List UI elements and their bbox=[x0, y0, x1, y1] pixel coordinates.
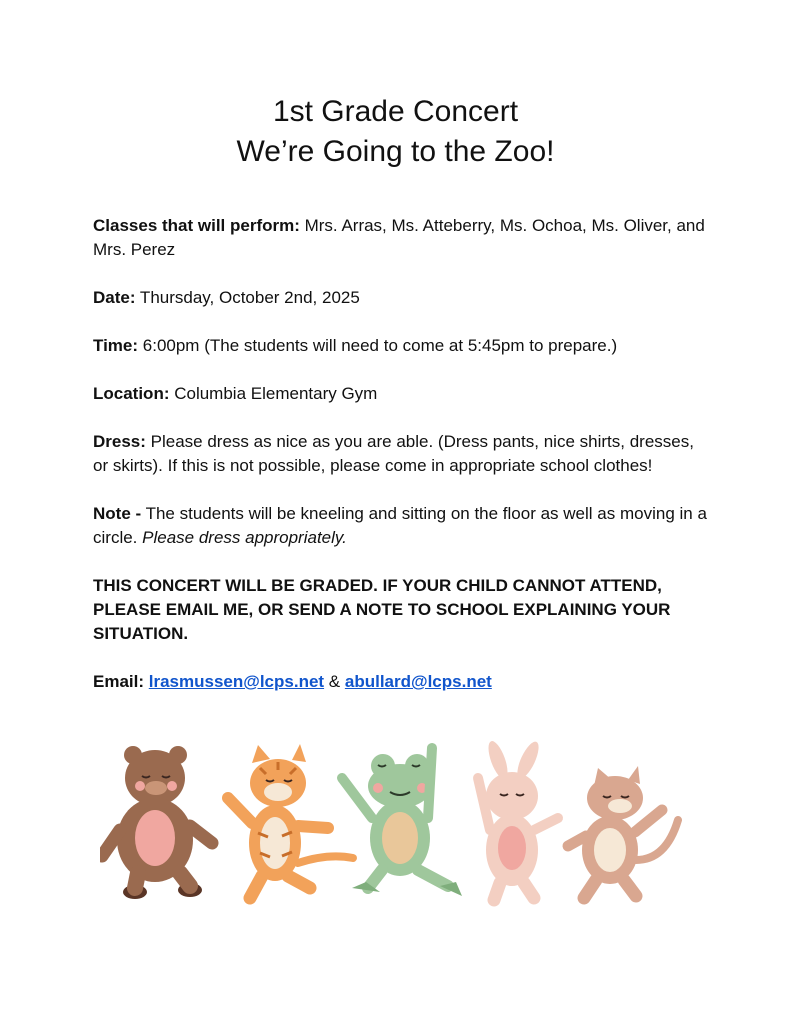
graded-warning: THIS CONCERT WILL BE GRADED. IF YOUR CHILD CANNOT ATTEND, PLEASE EMAIL ME, OR SEND A NOTE TO SCHOOL EXPLAINING YOUR SITUATION. bbox=[93, 576, 671, 643]
date-paragraph bbox=[93, 286, 713, 310]
location-paragraph bbox=[93, 382, 713, 406]
email-paragraph bbox=[93, 670, 713, 694]
page-title bbox=[0, 92, 791, 172]
location-value: Columbia Elementary Gym bbox=[169, 384, 378, 403]
note-value: The students will be kneeling and sitting on the floor as well as moving in a circle. bbox=[93, 504, 707, 547]
dress-value: Please dress as nice as you are able. (Dress pants, nice shirts, dresses, or skirts). If this is not possible, please come in appropriate school clothes! bbox=[93, 432, 694, 475]
title-line-1: 1st Grade Concert bbox=[272, 95, 519, 128]
date-value: Thursday, October 2nd, 2025 bbox=[135, 288, 360, 307]
tiger-icon bbox=[228, 744, 353, 898]
classes-label: Classes that will perform: bbox=[93, 216, 300, 235]
dancing-animals-illustration bbox=[100, 738, 700, 908]
dress-paragraph bbox=[93, 430, 713, 478]
email-link-abullard[interactable]: abullard@lcps.net bbox=[344, 672, 492, 691]
bunny-icon bbox=[478, 739, 558, 900]
email-label: Email: bbox=[93, 672, 145, 691]
email-separator: & bbox=[324, 672, 345, 691]
time-paragraph bbox=[93, 334, 713, 358]
time-value: 6:00pm (The students will need to come at 5:45pm to prepare.) bbox=[138, 336, 618, 355]
details-section bbox=[93, 214, 713, 718]
classes-value: Mrs. Arras, Ms. Atteberry, Ms. Ochoa, Ms. Oliver, and Mrs. Perez bbox=[93, 216, 705, 259]
dress-label: Dress: bbox=[93, 432, 146, 451]
note-label: Note - bbox=[93, 504, 142, 523]
bear-icon bbox=[102, 746, 212, 899]
location-label: Location: bbox=[93, 384, 170, 403]
time-label: Time: bbox=[93, 336, 139, 355]
classes-paragraph bbox=[93, 214, 713, 262]
frog-icon bbox=[342, 748, 462, 896]
email-link-lrasmussen[interactable]: lrasmussen@lcps.net bbox=[148, 672, 325, 691]
title-line-2: We’re Going to the Zoo! bbox=[236, 135, 555, 168]
note-emphasis: Please dress appropriately. bbox=[142, 528, 347, 547]
note-paragraph bbox=[93, 502, 713, 550]
date-label: Date: bbox=[93, 288, 136, 307]
cat-icon bbox=[568, 766, 678, 898]
